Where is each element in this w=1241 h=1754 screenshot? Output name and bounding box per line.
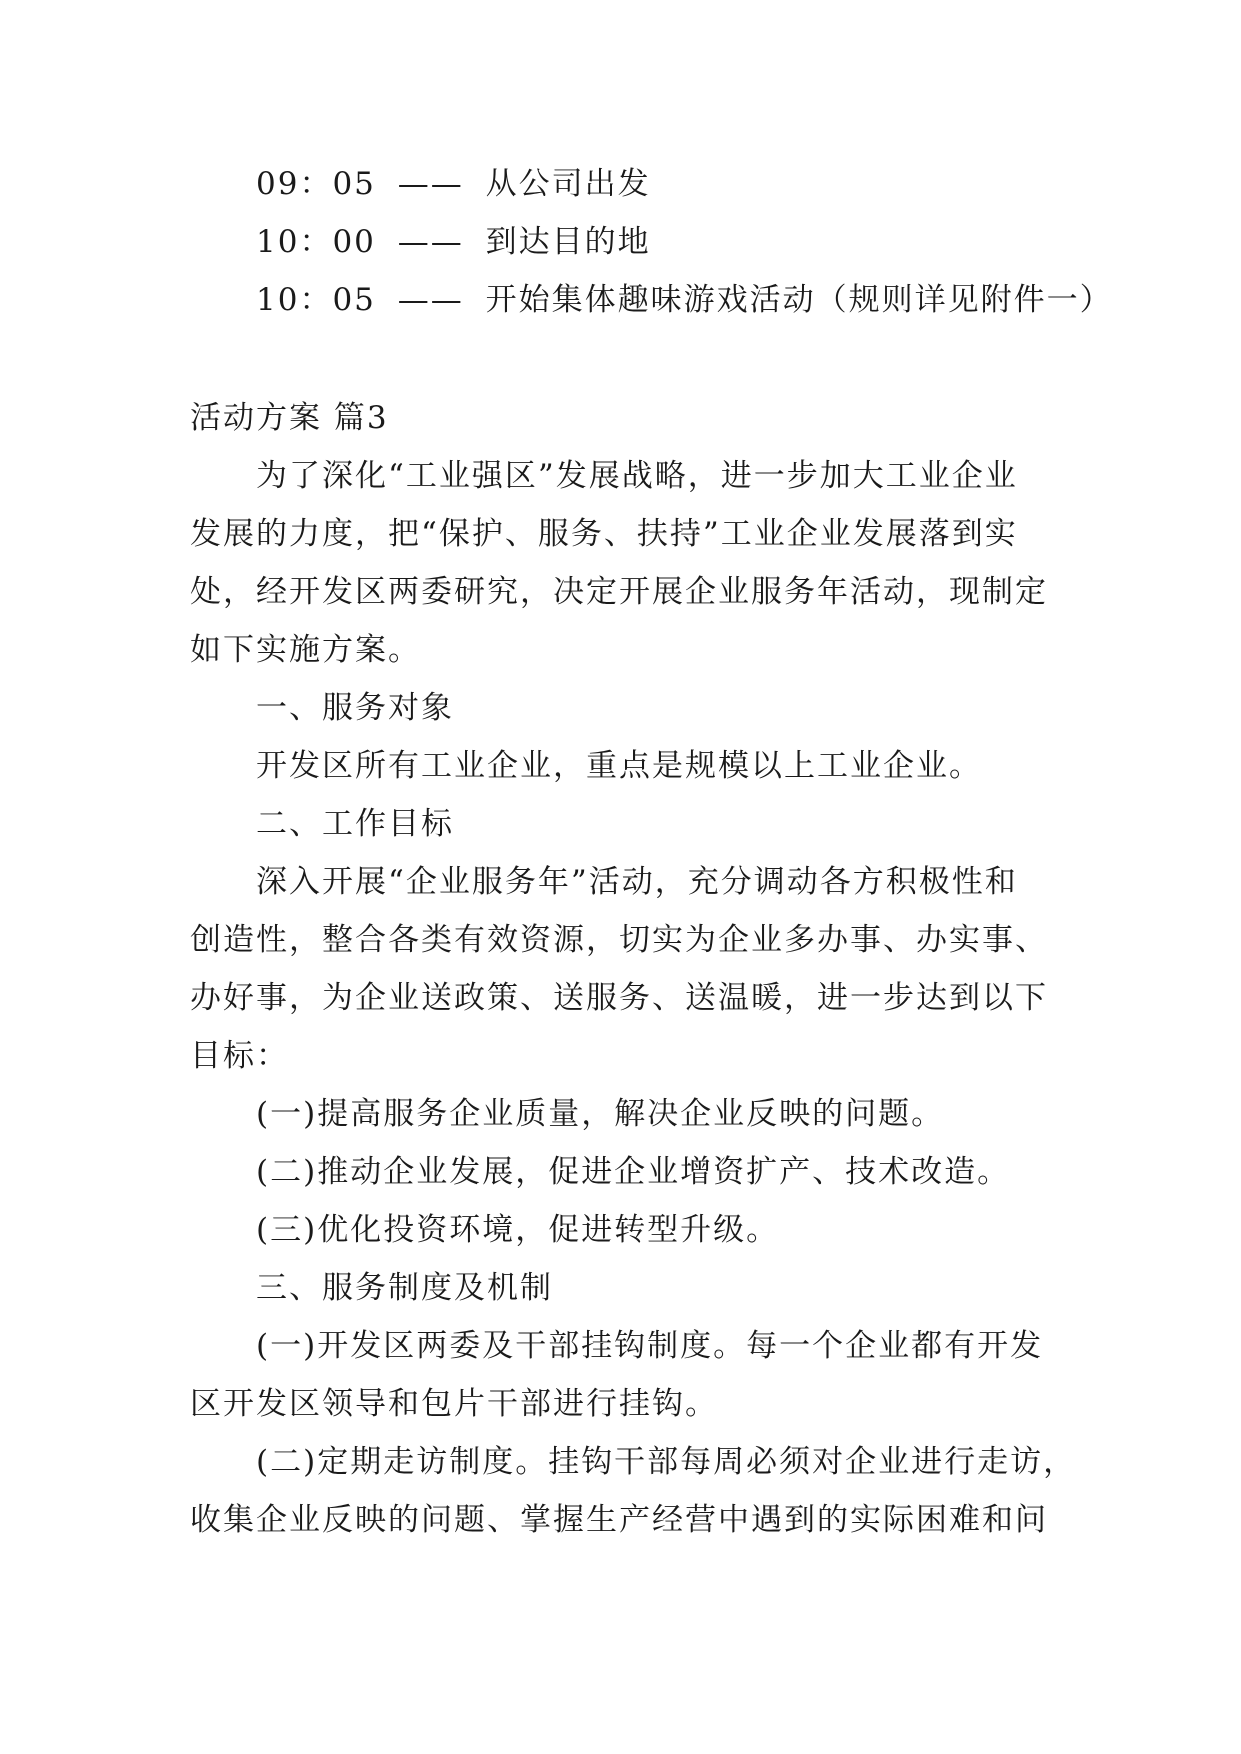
list-item: (三)优化投资环境，促进转型升级。	[256, 1212, 780, 1248]
heading-line: 一、服务对象	[256, 690, 454, 726]
list-item: (二)推动企业发展，促进企业增资扩产、技术改造。	[256, 1154, 1011, 1190]
body-line: 处，经开发区两委研究，决定开展企业服务年活动，现制定	[190, 574, 1048, 610]
body-line: 区开发区领导和包片干部进行挂钩。	[190, 1386, 718, 1422]
schedule-time: 10：00	[256, 224, 376, 260]
list-item: (一)开发区两委及干部挂钩制度。每一个企业都有开发	[256, 1328, 1044, 1364]
schedule-text: 到达目的地	[485, 224, 651, 260]
heading-line: 三、服务制度及机制	[256, 1270, 553, 1306]
schedule-line	[256, 222, 651, 262]
body-line: 开发区所有工业企业，重点是规模以上工业企业。	[256, 748, 982, 784]
schedule-line	[256, 164, 651, 204]
body-line: 创造性，整合各类有效资源，切实为企业多办事、办实事、	[190, 922, 1048, 958]
body-line: 为了深化“工业强区”发展战略，进一步加大工业企业	[256, 458, 1018, 494]
schedule-dash: ——	[397, 224, 464, 260]
body-line: 发展的力度，把“保护、服务、扶持”工业企业发展落到实	[190, 516, 1018, 552]
heading-line: 二、工作目标	[256, 806, 454, 842]
schedule-time: 09：05	[256, 166, 376, 202]
schedule-dash: ——	[397, 166, 464, 202]
list-item: (一)提高服务企业质量，解决企业反映的问题。	[256, 1096, 945, 1132]
body-line: 如下实施方案。	[190, 632, 421, 668]
schedule-line	[256, 280, 1113, 320]
schedule-dash: ——	[397, 282, 464, 318]
schedule-text: 从公司出发	[485, 166, 651, 202]
body-line: 收集企业反映的问题、掌握生产经营中遇到的实际困难和问	[190, 1502, 1048, 1538]
schedule-text: 开始集体趣味游戏活动（规则详见附件一）	[485, 282, 1113, 318]
section-title: 活动方案 篇3	[190, 400, 389, 436]
schedule-time: 10：05	[256, 282, 376, 318]
body-line: 深入开展“企业服务年”活动，充分调动各方积极性和	[256, 864, 1018, 900]
body-line: 办好事，为企业送政策、送服务、送温暖，进一步达到以下	[190, 980, 1048, 1016]
list-item: (二)定期走访制度。挂钩干部每周必须对企业进行走访，	[256, 1444, 1077, 1480]
body-line: 目标：	[190, 1038, 289, 1074]
